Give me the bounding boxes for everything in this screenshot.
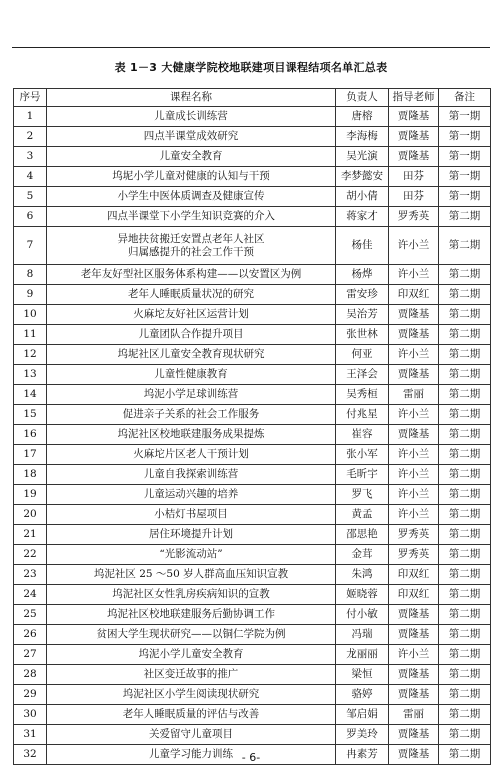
advisor-name: 许小兰 [389, 505, 439, 525]
table-row [14, 525, 491, 545]
table-caption: 表 1－3 大健康学院校地联建项目课程结项名单汇总表 [114, 61, 388, 74]
period-note: 第二期 [439, 665, 491, 685]
row-index: 23 [14, 565, 47, 585]
table-row [14, 127, 491, 147]
row-index: 11 [14, 325, 47, 345]
leader-name: 骆婷 [336, 685, 389, 705]
course-summary-table [13, 88, 491, 765]
table-row [14, 187, 491, 207]
leader-name: 崔容 [336, 425, 389, 445]
course-name: 坞泥社区 25 ～50 岁人群高血压知识宣教 [47, 565, 336, 585]
leader-name: 蒋家才 [336, 207, 389, 227]
page-number: - 6- [241, 751, 261, 764]
table-row [14, 665, 491, 685]
period-note: 第二期 [439, 685, 491, 705]
period-note: 第二期 [439, 365, 491, 385]
row-index: 20 [14, 505, 47, 525]
row-index: 31 [14, 725, 47, 745]
leader-name: 吴治芳 [336, 305, 389, 325]
period-note: 第一期 [439, 187, 491, 207]
course-name: 居住环境提升计划 [47, 525, 336, 545]
row-index: 8 [14, 265, 47, 285]
course-name: 四点半课堂成效研究 [47, 127, 336, 147]
course-name: 坞泥社区校地联建服务后勤协调工作 [47, 605, 336, 625]
table-body [14, 107, 491, 765]
table-row [14, 545, 491, 565]
table-row [14, 325, 491, 345]
table-row [14, 345, 491, 365]
leader-name: 何亚 [336, 345, 389, 365]
table-row [14, 385, 491, 405]
leader-name: 邹启娟 [336, 705, 389, 725]
course-name: 儿童团队合作提升项目 [47, 325, 336, 345]
period-note: 第二期 [439, 465, 491, 485]
table-row [14, 365, 491, 385]
advisor-name: 许小兰 [389, 227, 439, 265]
row-index: 9 [14, 285, 47, 305]
course-name: “光影流动站” [47, 545, 336, 565]
course-name: 火麻坨片区老人干预计划 [47, 445, 336, 465]
header-note: 备注 [439, 89, 491, 107]
course-name: 促进亲子关系的社会工作服务 [47, 405, 336, 425]
header-rule [12, 47, 490, 48]
period-note: 第二期 [439, 265, 491, 285]
period-note: 第二期 [439, 425, 491, 445]
advisor-name: 许小兰 [389, 405, 439, 425]
period-note: 第二期 [439, 405, 491, 425]
table-row [14, 565, 491, 585]
table-row [14, 685, 491, 705]
row-index: 7 [14, 227, 47, 265]
period-note: 第一期 [439, 147, 491, 167]
advisor-name: 罗秀英 [389, 207, 439, 227]
period-note: 第二期 [439, 645, 491, 665]
course-name: 坞泥社区女性乳房疾病知识的宣教 [47, 585, 336, 605]
row-index: 17 [14, 445, 47, 465]
course-name: 关爱留守儿童项目 [47, 725, 336, 745]
table-row [14, 425, 491, 445]
table-row [14, 207, 491, 227]
row-index: 1 [14, 107, 47, 127]
row-index: 12 [14, 345, 47, 365]
row-index: 24 [14, 585, 47, 605]
period-note: 第一期 [439, 107, 491, 127]
row-index: 13 [14, 365, 47, 385]
advisor-name: 印双红 [389, 285, 439, 305]
table-row [14, 585, 491, 605]
advisor-name: 田芬 [389, 187, 439, 207]
period-note: 第二期 [439, 385, 491, 405]
advisor-name: 贾隆基 [389, 745, 439, 765]
table-row [14, 645, 491, 665]
table-row [14, 265, 491, 285]
advisor-name: 罗秀英 [389, 545, 439, 565]
row-index: 26 [14, 625, 47, 645]
leader-name: 冉素芳 [336, 745, 389, 765]
leader-name: 龙丽丽 [336, 645, 389, 665]
leader-name: 邵思艳 [336, 525, 389, 545]
period-note: 第二期 [439, 725, 491, 745]
header-advisor: 指导老师 [389, 89, 439, 107]
row-index: 28 [14, 665, 47, 685]
course-name: 儿童运动兴趣的培养 [47, 485, 336, 505]
leader-name: 吴秀桓 [336, 385, 389, 405]
row-index: 25 [14, 605, 47, 625]
header-course-name: 课程名称 [47, 89, 336, 107]
advisor-name: 贾隆基 [389, 305, 439, 325]
period-note: 第二期 [439, 207, 491, 227]
period-note: 第二期 [439, 445, 491, 465]
course-name: 儿童自我探索训练营 [47, 465, 336, 485]
leader-name: 李梦懿安 [336, 167, 389, 187]
table-row [14, 405, 491, 425]
leader-name: 冯瑞 [336, 625, 389, 645]
leader-name: 王泽会 [336, 365, 389, 385]
period-note: 第二期 [439, 305, 491, 325]
row-index: 14 [14, 385, 47, 405]
leader-name: 杨烨 [336, 265, 389, 285]
advisor-name: 许小兰 [389, 485, 439, 505]
leader-name: 毛昕宇 [336, 465, 389, 485]
row-index: 18 [14, 465, 47, 485]
leader-name: 金茸 [336, 545, 389, 565]
advisor-name: 贾隆基 [389, 107, 439, 127]
period-note: 第二期 [439, 505, 491, 525]
advisor-name: 贾隆基 [389, 605, 439, 625]
course-name: 坞泥社区小学生阅读现状研究 [47, 685, 336, 705]
leader-name: 黄孟 [336, 505, 389, 525]
advisor-name: 贾隆基 [389, 127, 439, 147]
period-note: 第一期 [439, 127, 491, 147]
leader-name: 付兆星 [336, 405, 389, 425]
advisor-name: 贾隆基 [389, 625, 439, 645]
course-name: 坞泥小学儿童安全教育 [47, 645, 336, 665]
leader-name: 胡小倩 [336, 187, 389, 207]
leader-name: 唐榕 [336, 107, 389, 127]
table-row [14, 485, 491, 505]
row-index: 5 [14, 187, 47, 207]
course-name: 四点半课堂下小学生知识竞赛的介入 [47, 207, 336, 227]
course-name: 儿童成长训练营 [47, 107, 336, 127]
period-note: 第二期 [439, 585, 491, 605]
period-note: 第二期 [439, 325, 491, 345]
table-row [14, 227, 491, 265]
leader-name: 张小军 [336, 445, 389, 465]
advisor-name: 贾隆基 [389, 325, 439, 345]
course-name: 异地扶贫搬迁安置点老年人社区 归属感提升的社会工作干预 [47, 227, 336, 265]
course-name: 坞泥小学足球训练营 [47, 385, 336, 405]
advisor-name: 贾隆基 [389, 685, 439, 705]
advisor-name: 贾隆基 [389, 725, 439, 745]
table-row [14, 107, 491, 127]
course-name: 社区变迁故事的推广 [47, 665, 336, 685]
table-row [14, 285, 491, 305]
row-index: 27 [14, 645, 47, 665]
row-index: 2 [14, 127, 47, 147]
row-index: 4 [14, 167, 47, 187]
course-name: 坞泥社区校地联建服务成果提炼 [47, 425, 336, 445]
advisor-name: 印双红 [389, 585, 439, 605]
leader-name: 张世林 [336, 325, 389, 345]
row-index: 10 [14, 305, 47, 325]
period-note: 第二期 [439, 485, 491, 505]
course-name: 儿童安全教育 [47, 147, 336, 167]
period-note: 第二期 [439, 345, 491, 365]
leader-name: 李海梅 [336, 127, 389, 147]
period-note: 第二期 [439, 605, 491, 625]
row-index: 16 [14, 425, 47, 445]
table-row [14, 305, 491, 325]
period-note: 第二期 [439, 227, 491, 265]
advisor-name: 贾隆基 [389, 665, 439, 685]
period-note: 第二期 [439, 545, 491, 565]
leader-name: 罗飞 [336, 485, 389, 505]
advisor-name: 许小兰 [389, 465, 439, 485]
course-name: 坞坭小学儿童对健康的认知与干预 [47, 167, 336, 187]
period-note: 第二期 [439, 525, 491, 545]
advisor-name: 贾隆基 [389, 425, 439, 445]
table-row [14, 445, 491, 465]
table-header-row [14, 89, 491, 107]
row-index: 30 [14, 705, 47, 725]
course-name: 火麻坨友好社区运营计划 [47, 305, 336, 325]
leader-name: 梁恒 [336, 665, 389, 685]
leader-name: 吴光演 [336, 147, 389, 167]
period-note: 第二期 [439, 705, 491, 725]
course-name: 儿童学习能力训练 [47, 745, 336, 765]
course-name: 坞坭社区儿童安全教育现状研究 [47, 345, 336, 365]
advisor-name: 许小兰 [389, 265, 439, 285]
course-name: 小学生中医体质调查及健康宣传 [47, 187, 336, 207]
leader-name: 朱鸿 [336, 565, 389, 585]
advisor-name: 雷丽 [389, 705, 439, 725]
header-leader: 负责人 [336, 89, 389, 107]
advisor-name: 雷丽 [389, 385, 439, 405]
advisor-name: 贾隆基 [389, 365, 439, 385]
table-row [14, 505, 491, 525]
course-name: 小桔灯书屋项目 [47, 505, 336, 525]
course-name: 老年友好型社区服务体系构建——以安置区为例 [47, 265, 336, 285]
advisor-name: 罗秀英 [389, 525, 439, 545]
table-row [14, 167, 491, 187]
advisor-name: 许小兰 [389, 445, 439, 465]
header-index: 序号 [14, 89, 47, 107]
leader-name: 杨佳 [336, 227, 389, 265]
row-index: 15 [14, 405, 47, 425]
row-index: 19 [14, 485, 47, 505]
leader-name: 姬晓蓉 [336, 585, 389, 605]
advisor-name: 田芬 [389, 167, 439, 187]
advisor-name: 许小兰 [389, 345, 439, 365]
course-name: 儿童性健康教育 [47, 365, 336, 385]
period-note: 第二期 [439, 625, 491, 645]
period-note: 第二期 [439, 565, 491, 585]
row-index: 32 [14, 745, 47, 765]
leader-name: 付小敏 [336, 605, 389, 625]
course-name: 贫困大学生现状研究——以铜仁学院为例 [47, 625, 336, 645]
table-row [14, 625, 491, 645]
advisor-name: 许小兰 [389, 645, 439, 665]
advisor-name: 印双红 [389, 565, 439, 585]
row-index: 3 [14, 147, 47, 167]
row-index: 6 [14, 207, 47, 227]
leader-name: 罗美玲 [336, 725, 389, 745]
period-note: 第二期 [439, 745, 491, 765]
row-index: 29 [14, 685, 47, 705]
table-row [14, 705, 491, 725]
advisor-name: 贾隆基 [389, 147, 439, 167]
table-row [14, 725, 491, 745]
row-index: 22 [14, 545, 47, 565]
period-note: 第一期 [439, 167, 491, 187]
leader-name: 雷安珍 [336, 285, 389, 305]
row-index: 21 [14, 525, 47, 545]
table-row [14, 605, 491, 625]
course-name: 老年人睡眠质量状况的研究 [47, 285, 336, 305]
period-note: 第二期 [439, 285, 491, 305]
course-name: 老年人睡眠质量的评估与改善 [47, 705, 336, 725]
table-row [14, 465, 491, 485]
table-row [14, 147, 491, 167]
